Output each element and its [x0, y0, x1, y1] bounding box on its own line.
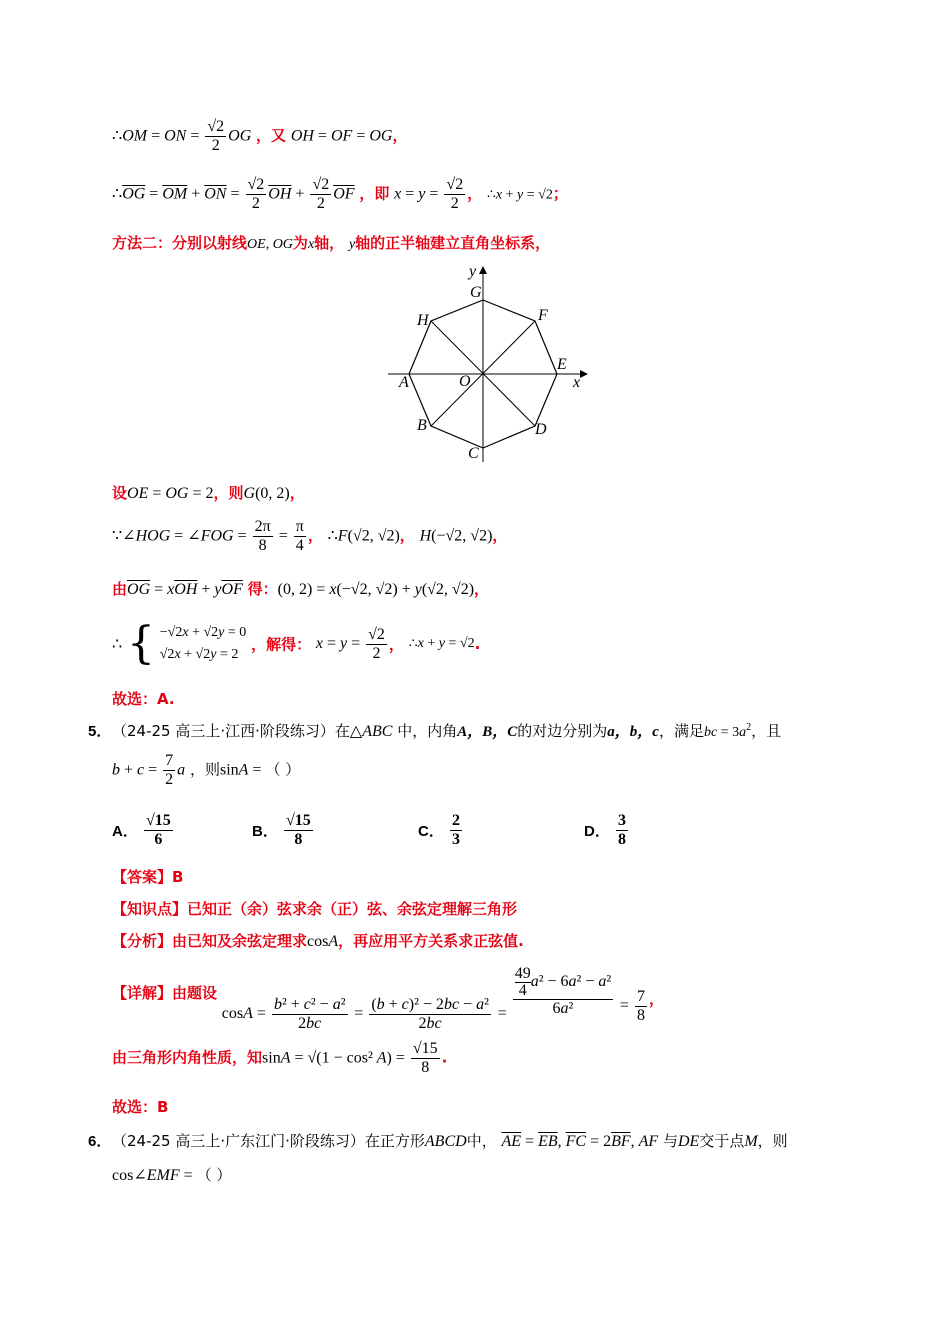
q6-line-1: （24-25 高三上·广东江门·阶段练习）在正方形ABCD中， $\overline{AE} = \overline{EB}$, $\overline{FC} = 2\overline{BF}$, AF 与DE交于点M，则 — [112, 1132, 788, 1150]
analysis-tag: 【分析】由已知及余弦定理求cosA，再应用平方关系求正弦值. — [112, 932, 524, 950]
label-g: G — [470, 284, 482, 301]
label-f: F — [538, 307, 548, 324]
detail-line: 【详解】由题设 cosA = $\frac{\text{b² + c² − a²}}{2bc}$ = $\frac{\text{(b + c)² − 2bc − a²}}{2bc}$ = $\frac{49}{4}$ a² − 6a² − a² 6a² = $\frac{7}{8}$ ， — [112, 965, 664, 1032]
angle-line: ∵∠HOG = ∠FOG = $\frac{2\pi}{8}$ = $\frac{\pi}{4}$ ， ∴F(√2, √2)， H(−√2, √2)， — [112, 518, 508, 554]
q5-line-1: （24-25 高三上·江西·阶段练习）在△ABC 中，内角A，B，C的对边分别为a，b，c，满足bc = $3a^2$，且 — [112, 722, 782, 740]
system-line: ∴ { −√2x + √2y = 0 √2x + √2y = 2 ，解得： x = y = $\frac{√2}{2}$ ， ∴x + y = √2. — [112, 618, 481, 669]
option-a[interactable]: A． $\frac{√15}{6}$ — [112, 812, 171, 848]
option-c[interactable]: C． $\frac{2}{3}$ — [418, 812, 461, 848]
label-a: A — [399, 374, 409, 391]
set-line: 设OE = OG = 2，则G(0, 2)， — [112, 484, 305, 502]
label-d: D — [535, 421, 547, 438]
text-you: ，又 — [256, 126, 287, 145]
label-c: C — [468, 445, 479, 462]
q5-number: 5． — [88, 723, 112, 740]
vector-line: 由$\overline{OG} = x\overline{OH} + y\overline{OF}$ 得：(0, 2) = x(−√2, √2) + y(√2, √2)， — [112, 580, 490, 598]
label-e: E — [557, 356, 567, 373]
triangle-line: 由三角形内角性质，知sinA = √(1 − cos² A) = $\frac{√15}{8}$ . — [112, 1040, 448, 1076]
option-d[interactable]: D． $\frac{3}{8}$ — [584, 812, 627, 848]
text-ji: ，即 — [359, 184, 390, 203]
choose-b: 故选：B — [112, 1098, 169, 1116]
option-b[interactable]: B． $\frac{√15}{8}$ — [252, 812, 311, 848]
label-b: B — [417, 417, 427, 434]
line-1: ∴OM = ON = $\frac{√2}{2}$ OG ，又 OH = OF = OG， — [112, 118, 408, 154]
q5-line-2: b + c = $\frac{7}{2}$ a ，则sinA = （ ） — [112, 752, 301, 788]
q6-number: 6． — [88, 1133, 112, 1150]
label-y: y — [469, 263, 477, 280]
line-2: $\therefore\overline{OG} = \overline{OM} + \overline{ON}$ = $\frac{√2}{2}$ $\overline{OH}$ + $\frac{√2}{2}$ $\overline{OF}$ ，即 x = y = $\frac{√2}{2}$ ， ∴x + y = √2； — [112, 176, 568, 212]
label-o: O — [459, 373, 471, 390]
label-h: H — [417, 312, 429, 329]
q6-line-2: cos∠EMF = （ ） — [112, 1166, 232, 1184]
answer-tag: 【答案】B — [112, 868, 184, 886]
choose-a: 故选：A. — [112, 690, 175, 708]
method-two-line: 方法二：分别以射线OE, OG为x轴， y轴的正半轴建立直角坐标系， — [112, 234, 551, 252]
label-x: x — [573, 374, 581, 391]
octagon-diagram — [380, 262, 590, 467]
knowledge-tag: 【知识点】已知正（余）弦求余（正）弦、余弦定理解三角形 — [112, 900, 518, 918]
